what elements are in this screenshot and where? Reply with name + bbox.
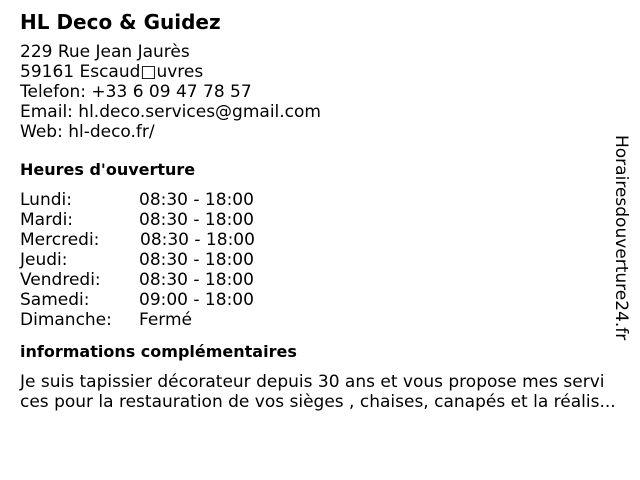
website-link[interactable]: Web: hl-deco.fr/ xyxy=(20,122,155,142)
day-label: Mercredi: xyxy=(20,230,100,250)
opening-hours-heading: Heures d'ouverture xyxy=(20,160,196,179)
business-card xyxy=(20,10,620,412)
description-line-1: Je suis tapissier décorateur depuis 30 ans et vous propose mes servi xyxy=(20,372,605,392)
hours-row-sunday xyxy=(20,310,620,330)
business-name: HL Deco & Guidez xyxy=(20,10,221,34)
time-value: 08:30 - 18:00 xyxy=(139,250,254,270)
hours-row-thursday xyxy=(20,250,620,270)
time-value: 08:30 - 18:00 xyxy=(139,190,254,210)
additional-info-heading: informations complémentaires xyxy=(20,342,297,361)
time-value: 09:00 - 18:00 xyxy=(139,290,254,310)
day-label: Vendredi: xyxy=(20,270,101,290)
time-value: Fermé xyxy=(139,310,193,330)
description-line-2: ces pour la restauration de vos sièges , chaises, canapés et la réalis... xyxy=(20,392,616,412)
email-address[interactable]: Email: hl.deco.services@gmail.com xyxy=(20,102,321,122)
phone-number[interactable]: Telefon: +33 6 09 47 78 57 xyxy=(20,82,252,102)
hours-row-monday xyxy=(20,190,620,210)
hours-row-tuesday xyxy=(20,210,620,230)
postal-city: 59161 Escaud□uvres xyxy=(20,62,204,82)
day-label: Samedi: xyxy=(20,290,90,310)
hours-row-friday xyxy=(20,270,620,290)
time-value: 08:30 - 18:00 xyxy=(139,270,254,290)
day-label: Jeudi: xyxy=(20,250,68,270)
time-value: 08:30 - 18:00 xyxy=(139,210,254,230)
opening-hours-table xyxy=(20,190,620,330)
day-label: Mardi: xyxy=(20,210,74,230)
day-label: Lundi: xyxy=(20,190,72,210)
street-address: 229 Rue Jean Jaurès xyxy=(20,42,190,62)
time-value: 08:30 - 18:00 xyxy=(140,230,255,250)
hours-row-wednesday xyxy=(20,230,620,250)
hours-row-saturday xyxy=(20,290,620,310)
day-label: Dimanche: xyxy=(20,310,112,330)
site-watermark: Horairesdouverture24.fr xyxy=(611,135,631,341)
